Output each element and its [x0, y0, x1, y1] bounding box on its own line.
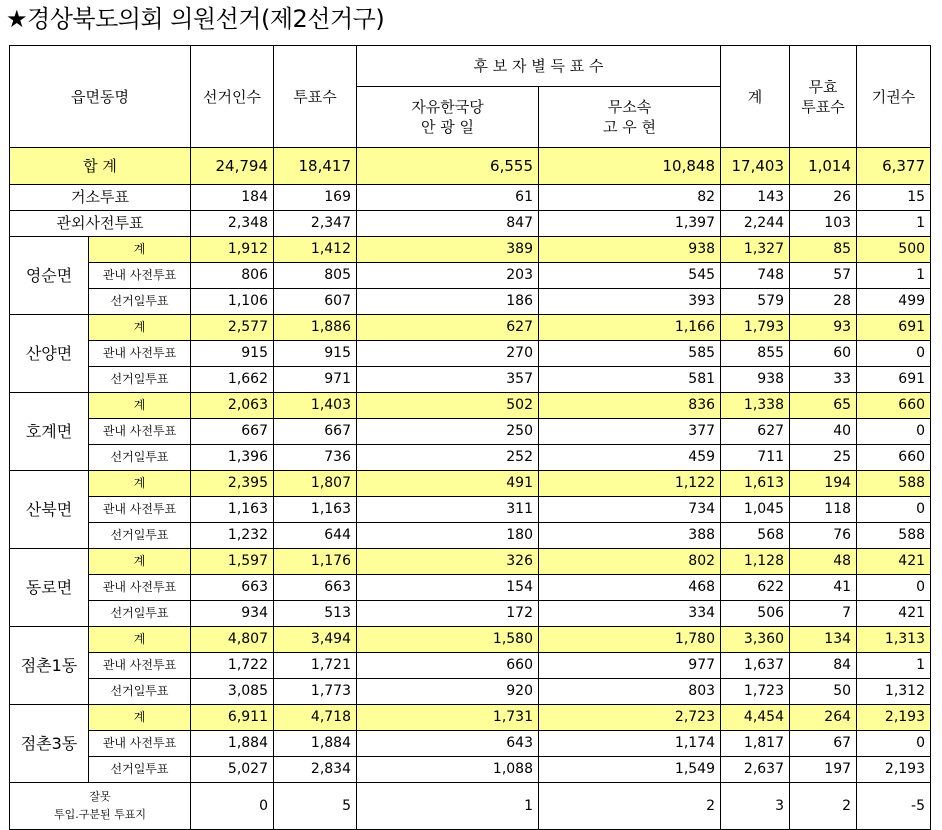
value-cell: 1,723	[721, 679, 790, 705]
value-cell: 65	[790, 393, 857, 419]
value-cell: 85	[790, 237, 857, 263]
row-label: 관내 사전투표	[89, 731, 191, 757]
value-cell: 1,780	[539, 627, 721, 653]
header-invalid-line2: 투표수	[801, 97, 845, 116]
value-cell: 24,794	[191, 148, 274, 185]
value-cell: 1,549	[539, 757, 721, 783]
value-cell: 172	[357, 601, 539, 627]
value-cell: 1,884	[274, 731, 357, 757]
value-cell: 2,244	[721, 211, 790, 237]
value-cell: 3,494	[274, 627, 357, 653]
value-cell: 1,721	[274, 653, 357, 679]
value-cell: 61	[357, 185, 539, 211]
row-label: 선거일투표	[89, 757, 191, 783]
value-cell: 4,807	[191, 627, 274, 653]
value-cell: 18,417	[274, 148, 357, 185]
value-cell: 836	[539, 393, 721, 419]
value-cell: 252	[357, 445, 539, 471]
value-cell: 4,718	[274, 705, 357, 731]
value-cell: 1,327	[721, 237, 790, 263]
value-cell: 1,793	[721, 315, 790, 341]
value-cell: 2,637	[721, 757, 790, 783]
value-cell: 938	[539, 237, 721, 263]
region-name: 영순면	[10, 237, 89, 315]
region-subtotal-row	[10, 237, 931, 263]
misplaced-label-line2: 투입.구분된 투표지	[53, 808, 146, 821]
header-invalid-line1: 무효	[808, 77, 838, 96]
value-cell: 33	[790, 367, 857, 393]
region-name: 점촌3동	[10, 705, 89, 783]
value-cell: 934	[191, 601, 274, 627]
region-name: 점촌1동	[10, 627, 89, 705]
value-cell: 82	[539, 185, 721, 211]
value-cell: 2,348	[191, 211, 274, 237]
value-cell: 588	[857, 523, 931, 549]
value-cell: 2,193	[857, 757, 931, 783]
value-cell: 6,377	[857, 148, 931, 185]
value-cell: 15	[857, 185, 931, 211]
value-cell: 1,166	[539, 315, 721, 341]
value-cell: 1,662	[191, 367, 274, 393]
value-cell: 847	[357, 211, 539, 237]
value-cell: 1,403	[274, 393, 357, 419]
row-label: 관내 사전투표	[89, 575, 191, 601]
value-cell: 3,360	[721, 627, 790, 653]
row-label: 선거일투표	[89, 367, 191, 393]
value-cell: 607	[274, 289, 357, 315]
region-subtotal-row	[10, 705, 931, 731]
table-row	[10, 289, 931, 315]
table-row	[10, 445, 931, 471]
value-cell: 270	[357, 341, 539, 367]
row-label: 선거일투표	[89, 289, 191, 315]
table-row	[10, 211, 931, 237]
value-cell: 643	[357, 731, 539, 757]
value-cell: 1,731	[357, 705, 539, 731]
region-name: 동로면	[10, 549, 89, 627]
region-subtotal-row	[10, 627, 931, 653]
value-cell: 622	[721, 575, 790, 601]
value-cell: 1,106	[191, 289, 274, 315]
value-cell: 154	[357, 575, 539, 601]
value-cell: 663	[191, 575, 274, 601]
misplaced-ballots-row	[10, 783, 931, 830]
value-cell: 2,193	[857, 705, 931, 731]
value-cell: 67	[790, 731, 857, 757]
header-candidate-group: 후 보 자 별 득 표 수	[357, 46, 721, 87]
value-cell: 502	[357, 393, 539, 419]
region-subtotal-row	[10, 393, 931, 419]
value-cell: 1,174	[539, 731, 721, 757]
value-cell: 1	[357, 783, 539, 830]
row-label: 계	[89, 549, 191, 575]
value-cell: 748	[721, 263, 790, 289]
value-cell: 585	[539, 341, 721, 367]
value-cell: 691	[857, 367, 931, 393]
value-cell: 5,027	[191, 757, 274, 783]
table-row	[10, 523, 931, 549]
value-cell: 802	[539, 549, 721, 575]
row-label: 계	[89, 627, 191, 653]
misplaced-label-line1: 잘못	[89, 790, 111, 803]
value-cell: 915	[274, 341, 357, 367]
value-cell: 389	[357, 237, 539, 263]
region-name: 호계면	[10, 393, 89, 471]
value-cell: 357	[357, 367, 539, 393]
value-cell: 1	[857, 653, 931, 679]
value-cell: 459	[539, 445, 721, 471]
value-cell: 118	[790, 497, 857, 523]
value-cell: 2,834	[274, 757, 357, 783]
row-label: 관외사전투표	[10, 211, 191, 237]
table-row	[10, 497, 931, 523]
value-cell: -5	[857, 783, 931, 830]
row-label: 선거일투표	[89, 445, 191, 471]
row-label: 계	[89, 705, 191, 731]
value-cell: 499	[857, 289, 931, 315]
value-cell: 915	[191, 341, 274, 367]
table-row	[10, 679, 931, 705]
value-cell: 1,338	[721, 393, 790, 419]
value-cell: 2	[539, 783, 721, 830]
header-invalid	[790, 46, 857, 148]
row-label: 계	[89, 471, 191, 497]
value-cell: 1,613	[721, 471, 790, 497]
value-cell: 184	[191, 185, 274, 211]
value-cell: 264	[790, 705, 857, 731]
value-cell: 920	[357, 679, 539, 705]
value-cell: 506	[721, 601, 790, 627]
value-cell: 6,555	[357, 148, 539, 185]
value-cell: 134	[790, 627, 857, 653]
value-cell: 806	[191, 263, 274, 289]
region-subtotal-row	[10, 549, 931, 575]
value-cell: 194	[790, 471, 857, 497]
value-cell: 1,597	[191, 549, 274, 575]
value-cell: 1,045	[721, 497, 790, 523]
value-cell: 186	[357, 289, 539, 315]
total-label: 합 계	[10, 148, 191, 185]
candidate-1-name: 안 광 일	[420, 118, 474, 136]
value-cell: 311	[357, 497, 539, 523]
row-label: 관내 사전투표	[89, 341, 191, 367]
value-cell: 0	[857, 575, 931, 601]
table-row	[10, 653, 931, 679]
value-cell: 1,722	[191, 653, 274, 679]
value-cell: 169	[274, 185, 357, 211]
header-candidate-1	[357, 87, 539, 148]
table-row	[10, 601, 931, 627]
value-cell: 711	[721, 445, 790, 471]
value-cell: 421	[857, 549, 931, 575]
candidate-2-name: 고 우 현	[603, 118, 657, 136]
row-label: 계	[89, 393, 191, 419]
value-cell: 143	[721, 185, 790, 211]
value-cell: 421	[857, 601, 931, 627]
region-name: 산북면	[10, 471, 89, 549]
value-cell: 2,063	[191, 393, 274, 419]
row-label: 관내 사전투표	[89, 419, 191, 445]
value-cell: 5	[274, 783, 357, 830]
value-cell: 1,637	[721, 653, 790, 679]
value-cell: 250	[357, 419, 539, 445]
value-cell: 40	[790, 419, 857, 445]
value-cell: 0	[857, 341, 931, 367]
candidate-2-party: 무소속	[607, 98, 652, 116]
table-row	[10, 341, 931, 367]
value-cell: 1,232	[191, 523, 274, 549]
value-cell: 1,807	[274, 471, 357, 497]
value-cell: 588	[857, 471, 931, 497]
value-cell: 0	[857, 419, 931, 445]
row-label: 관내 사전투표	[89, 497, 191, 523]
value-cell: 1,312	[857, 679, 931, 705]
total-row	[10, 148, 931, 185]
value-cell: 1,580	[357, 627, 539, 653]
value-cell: 1	[857, 263, 931, 289]
value-cell: 26	[790, 185, 857, 211]
value-cell: 1,397	[539, 211, 721, 237]
value-cell: 644	[274, 523, 357, 549]
value-cell: 1,163	[191, 497, 274, 523]
row-label: 선거일투표	[89, 523, 191, 549]
value-cell: 1,122	[539, 471, 721, 497]
value-cell: 660	[357, 653, 539, 679]
value-cell: 180	[357, 523, 539, 549]
value-cell: 667	[274, 419, 357, 445]
value-cell: 326	[357, 549, 539, 575]
header-candidate-2	[539, 87, 721, 148]
value-cell: 0	[857, 731, 931, 757]
value-cell: 667	[191, 419, 274, 445]
value-cell: 334	[539, 601, 721, 627]
header-electors: 선거인수	[191, 46, 274, 148]
region-name: 산양면	[10, 315, 89, 393]
value-cell: 977	[539, 653, 721, 679]
value-cell: 581	[539, 367, 721, 393]
value-cell: 1,128	[721, 549, 790, 575]
value-cell: 2	[790, 783, 857, 830]
region-subtotal-row	[10, 315, 931, 341]
value-cell: 500	[857, 237, 931, 263]
value-cell: 7	[790, 601, 857, 627]
value-cell: 468	[539, 575, 721, 601]
value-cell: 84	[790, 653, 857, 679]
row-label: 선거일투표	[89, 679, 191, 705]
value-cell: 2,347	[274, 211, 357, 237]
table-row	[10, 757, 931, 783]
table-row	[10, 731, 931, 757]
election-results-table	[9, 45, 931, 830]
candidate-1-party: 자유한국당	[411, 98, 484, 116]
value-cell: 938	[721, 367, 790, 393]
value-cell: 1,396	[191, 445, 274, 471]
row-label: 거소투표	[10, 185, 191, 211]
value-cell: 48	[790, 549, 857, 575]
value-cell: 1,176	[274, 549, 357, 575]
value-cell: 60	[790, 341, 857, 367]
row-label: 관내 사전투표	[89, 653, 191, 679]
value-cell: 803	[539, 679, 721, 705]
header-voters: 투표수	[274, 46, 357, 148]
value-cell: 1,412	[274, 237, 357, 263]
value-cell: 1,884	[191, 731, 274, 757]
row-label: 관내 사전투표	[89, 263, 191, 289]
header-abstain: 기권수	[857, 46, 931, 148]
value-cell: 203	[357, 263, 539, 289]
value-cell: 1,912	[191, 237, 274, 263]
value-cell: 855	[721, 341, 790, 367]
value-cell: 28	[790, 289, 857, 315]
value-cell: 1,817	[721, 731, 790, 757]
value-cell: 491	[357, 471, 539, 497]
value-cell: 388	[539, 523, 721, 549]
value-cell: 197	[790, 757, 857, 783]
table-row	[10, 575, 931, 601]
value-cell: 57	[790, 263, 857, 289]
value-cell: 2,395	[191, 471, 274, 497]
row-label: 계	[89, 237, 191, 263]
misplaced-ballots-label	[10, 783, 191, 830]
value-cell: 660	[857, 445, 931, 471]
value-cell: 663	[274, 575, 357, 601]
header-sum: 계	[721, 46, 790, 148]
value-cell: 76	[790, 523, 857, 549]
value-cell: 3	[721, 783, 790, 830]
value-cell: 93	[790, 315, 857, 341]
value-cell: 805	[274, 263, 357, 289]
table-row	[10, 419, 931, 445]
value-cell: 103	[790, 211, 857, 237]
row-label: 선거일투표	[89, 601, 191, 627]
value-cell: 377	[539, 419, 721, 445]
page-title: ★경상북도의회 의원선거(제2선거구)	[6, 5, 385, 33]
value-cell: 6,911	[191, 705, 274, 731]
value-cell: 627	[721, 419, 790, 445]
value-cell: 627	[357, 315, 539, 341]
table-row	[10, 263, 931, 289]
value-cell: 971	[274, 367, 357, 393]
value-cell: 25	[790, 445, 857, 471]
row-label: 계	[89, 315, 191, 341]
value-cell: 545	[539, 263, 721, 289]
value-cell: 393	[539, 289, 721, 315]
header-area: 읍면동명	[10, 46, 191, 148]
value-cell: 50	[790, 679, 857, 705]
table-row	[10, 367, 931, 393]
value-cell: 1,088	[357, 757, 539, 783]
value-cell: 17,403	[721, 148, 790, 185]
value-cell: 41	[790, 575, 857, 601]
value-cell: 660	[857, 393, 931, 419]
value-cell: 0	[191, 783, 274, 830]
value-cell: 4,454	[721, 705, 790, 731]
value-cell: 1	[857, 211, 931, 237]
value-cell: 1,014	[790, 148, 857, 185]
value-cell: 513	[274, 601, 357, 627]
value-cell: 691	[857, 315, 931, 341]
region-subtotal-row	[10, 471, 931, 497]
value-cell: 2,723	[539, 705, 721, 731]
value-cell: 10,848	[539, 148, 721, 185]
value-cell: 1,773	[274, 679, 357, 705]
value-cell: 1,886	[274, 315, 357, 341]
value-cell: 568	[721, 523, 790, 549]
value-cell: 2,577	[191, 315, 274, 341]
value-cell: 1,163	[274, 497, 357, 523]
value-cell: 1,313	[857, 627, 931, 653]
table-row	[10, 185, 931, 211]
value-cell: 579	[721, 289, 790, 315]
value-cell: 734	[539, 497, 721, 523]
value-cell: 736	[274, 445, 357, 471]
value-cell: 0	[857, 497, 931, 523]
value-cell: 3,085	[191, 679, 274, 705]
